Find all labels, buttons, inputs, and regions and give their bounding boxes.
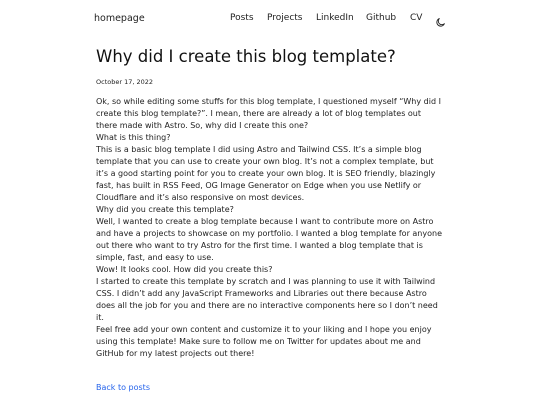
post-heading: Wow! It looks cool. How did you create this? — [96, 265, 273, 274]
post-title: Why did I create this blog template? — [96, 47, 396, 66]
theme-toggle-button[interactable] — [435, 13, 446, 24]
post-paragraph: Well, I wanted to create a blog template because I want to contribute more on Astro and have a projects to showcase on my portfolio. I wanted a blog template for anyone out there who want to try Astro for the first time. I wanted a blog template that is simple, fast, and easy to use. — [96, 217, 442, 262]
nav-github-link[interactable]: Github — [366, 13, 397, 23]
post-body — [96, 96, 444, 360]
post-heading: Why did you create this template? — [96, 205, 234, 214]
nav-cv-link[interactable]: CV — [410, 13, 423, 23]
post-paragraph: Feel free add your own content and customize it to your liking and I hope you enjoy using this template! Make sure to follow me on Twitter for updates about me and GitHub for my latest projects out there! — [96, 325, 432, 358]
back-to-posts-link[interactable]: Back to posts — [96, 383, 150, 392]
nav-posts-link[interactable]: Posts — [230, 13, 254, 23]
homepage-link[interactable]: homepage — [94, 13, 145, 24]
post-date: October 17, 2022 — [96, 78, 154, 86]
moon-icon — [435, 17, 446, 28]
post-paragraph: This is a basic blog template I did using Astro and Tailwind CSS. It’s a simple blog template that you can use to create your own blog. It’s not a complex template, but it’s a good starting point for you to create your own blog. It is SEO friendly, blazingly fast, has built in RSS Feed, OG Image Generator on Edge when you use Netlify or Cloudflare and it’s also responsive on most devices. — [96, 145, 436, 202]
nav-projects-link[interactable]: Projects — [267, 13, 303, 23]
post-heading: What is this thing? — [96, 133, 171, 142]
post-paragraph: Ok, so while editing some stuffs for this blog template, I questioned myself “Why did I create this blog template?”. I mean, there are already a lot of blog templates out there made with Astro. So, why did I create this one? — [96, 97, 441, 130]
top-navigation — [0, 0, 540, 38]
post-paragraph: I started to create this template by scratch and I was planning to use it with Tailwind CSS. I didn’t add any JavaScript Frameworks and Libraries out there because Astro does all the job for you and there are no interactive components here so I don’t need it. — [96, 277, 438, 322]
nav-linkedin-link[interactable]: LinkedIn — [316, 13, 354, 23]
